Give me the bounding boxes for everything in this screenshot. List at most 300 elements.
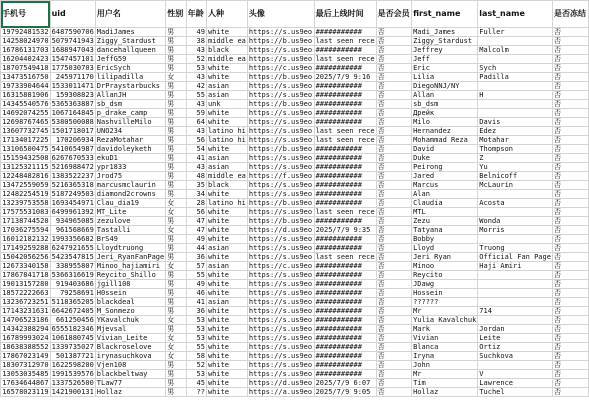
cell-phone[interactable]: 17634644867 [2, 379, 49, 387]
cell-uid[interactable]: 5410654987 [51, 145, 94, 153]
cell-is-member[interactable]: 否 [376, 118, 411, 127]
cell-last-online[interactable]: ########### [314, 262, 376, 271]
cell-age[interactable]: 64 [186, 118, 206, 127]
cell-is-frozen[interactable]: 否 [552, 379, 588, 388]
cell-phone[interactable]: 19792481532 [2, 28, 49, 36]
cell-uid[interactable]: 5423547815 [51, 253, 94, 261]
cell-first-name[interactable]: Lilia [412, 73, 478, 82]
cell-first-name[interactable]: Claudia [412, 199, 478, 208]
cell-last-online[interactable]: ########### [314, 172, 376, 181]
cell-username[interactable]: Tastalli [95, 226, 165, 235]
cell-avatar[interactable]: https://a.us9eo [248, 388, 313, 396]
cell-is-member[interactable]: 否 [376, 82, 411, 91]
cell-avatar[interactable]: https://s.us9eo [248, 46, 313, 54]
cell-avatar[interactable]: https://s.us9eo [248, 163, 313, 171]
cell-age[interactable]: 43 [186, 46, 206, 55]
cell-last-name[interactable]: Fuller [478, 28, 553, 37]
cell-race[interactable]: black [206, 46, 247, 55]
cell-last-name[interactable]: Motahar [478, 136, 553, 145]
cell-race[interactable]: white [206, 109, 247, 118]
column-header-username[interactable]: 用户名 [95, 1, 165, 28]
cell-age[interactable]: 53 [186, 370, 206, 379]
cell-last-name[interactable] [478, 289, 553, 298]
cell-race[interactable]: white [206, 307, 247, 316]
cell-race[interactable]: asian [206, 82, 247, 91]
cell-last-name[interactable] [478, 280, 553, 289]
cell-is-frozen[interactable]: 否 [552, 145, 588, 154]
cell-gender[interactable]: 男 [166, 109, 186, 118]
cell-first-name[interactable]: Jeffrey [412, 46, 478, 55]
cell-is-member[interactable]: 否 [376, 154, 411, 163]
cell-uid[interactable]: 5216365318 [51, 181, 94, 189]
cell-gender[interactable]: 男 [166, 46, 186, 55]
cell-gender[interactable]: 男 [166, 145, 186, 154]
cell-username[interactable]: Hollaz [95, 388, 165, 397]
cell-uid[interactable]: 934965085 [50, 217, 95, 226]
cell-age[interactable]: 49 [186, 28, 206, 37]
cell-uid[interactable]: 170206934 [50, 136, 95, 145]
cell-phone[interactable]: 14345540576 [2, 100, 49, 108]
cell-phone[interactable]: 12698767465 [2, 118, 49, 126]
cell-phone[interactable]: 16204402423 [2, 55, 49, 63]
cell-phone[interactable]: 18572222663 [2, 289, 49, 297]
cell-is-member[interactable]: 否 [376, 136, 411, 145]
cell-username[interactable]: RezaMotahar [95, 136, 165, 145]
cell-race[interactable]: asian [206, 154, 247, 163]
cell-first-name[interactable]: Allan [412, 91, 478, 100]
column-header-phone[interactable]: 手机号 [1, 1, 51, 28]
column-header-uid[interactable]: uid [50, 1, 95, 28]
cell-uid[interactable]: 5187249503 [51, 190, 94, 198]
cell-uid[interactable]: 1339735027 [51, 343, 94, 351]
cell-phone[interactable]: 17867841718 [2, 271, 49, 279]
cell-gender[interactable]: 男 [166, 91, 186, 100]
cell-is-frozen[interactable]: 否 [552, 46, 588, 55]
cell-race[interactable]: white [206, 145, 247, 154]
cell-last-online[interactable]: 2025/7/9 9:35 [314, 226, 376, 235]
cell-is-member[interactable]: 否 [376, 190, 411, 199]
cell-last-online[interactable]: ########### [314, 280, 376, 289]
cell-last-name[interactable] [478, 82, 553, 91]
cell-username[interactable]: dancehallqueen [95, 46, 165, 55]
cell-phone[interactable]: 14342388294 [2, 325, 49, 333]
cell-avatar[interactable]: https://s.us9eo [248, 280, 313, 288]
cell-phone[interactable]: 17036275594 [2, 226, 49, 234]
cell-phone[interactable]: 14258024970 [2, 37, 49, 45]
cell-age[interactable]: 38 [186, 37, 206, 46]
cell-avatar[interactable]: https://s.us9eo [248, 55, 313, 63]
cell-is-frozen[interactable]: 否 [552, 343, 588, 352]
cell-last-name[interactable] [478, 55, 553, 64]
cell-age[interactable]: 52 [186, 55, 206, 64]
cell-phone[interactable]: 13607732745 [2, 127, 49, 135]
cell-last-online[interactable]: last seen rece [315, 127, 375, 135]
cell-is-member[interactable]: 否 [376, 289, 411, 298]
cell-uid[interactable]: 6487590706 [51, 28, 94, 36]
cell-race[interactable]: white [206, 289, 247, 298]
cell-last-name[interactable]: H [478, 91, 553, 100]
cell-phone[interactable]: 13239753558 [2, 199, 49, 207]
cell-gender[interactable]: 男 [166, 388, 186, 397]
cell-first-name[interactable]: Дрейк [412, 109, 478, 118]
cell-last-online[interactable]: 2025/7/9 6:07 [314, 379, 376, 388]
cell-age[interactable]: 41 [186, 154, 206, 163]
cell-first-name[interactable]: Mr [412, 370, 478, 379]
cell-is-member[interactable]: 否 [376, 37, 411, 46]
cell-gender[interactable]: 男 [166, 127, 186, 136]
cell-last-online[interactable]: ########### [314, 118, 376, 127]
cell-username[interactable]: Vjen108 [95, 361, 165, 370]
cell-first-name[interactable]: Peirong [412, 163, 478, 172]
cell-gender[interactable]: 男 [166, 82, 186, 91]
cell-first-name[interactable]: Hossein [412, 289, 478, 298]
cell-first-name[interactable]: Milo [412, 118, 478, 127]
cell-phone[interactable]: 16012182132 [2, 235, 49, 243]
cell-first-name[interactable]: Jeff [412, 55, 478, 64]
cell-age[interactable]: 59 [186, 109, 206, 118]
cell-phone[interactable]: 13473516750 [2, 73, 49, 81]
cell-last-online[interactable]: ########### [314, 334, 376, 343]
cell-avatar[interactable]: https://s.us9eo [248, 307, 313, 315]
cell-is-member[interactable]: 否 [376, 361, 411, 370]
cell-is-frozen[interactable]: 否 [552, 181, 588, 190]
cell-age[interactable]: 45 [186, 379, 206, 388]
cell-gender[interactable]: 女 [166, 199, 186, 208]
cell-username[interactable]: Vivian_Leite [95, 334, 165, 343]
cell-race[interactable]: white [206, 280, 247, 289]
cell-is-frozen[interactable]: 否 [552, 127, 588, 136]
cell-gender[interactable]: 男 [166, 163, 186, 172]
cell-age[interactable]: 44 [186, 244, 206, 253]
cell-avatar[interactable]: https://b.us9eo [248, 145, 313, 153]
cell-is-member[interactable]: 否 [376, 55, 411, 64]
cell-last-name[interactable]: Ortiz [478, 343, 553, 352]
cell-is-frozen[interactable]: 否 [552, 361, 588, 370]
cell-race[interactable]: white [206, 271, 247, 280]
cell-is-frozen[interactable]: 否 [552, 298, 588, 307]
cell-last-online[interactable]: ########### [314, 271, 376, 280]
cell-race[interactable]: middle ea [207, 172, 246, 180]
cell-username[interactable]: zezulove [95, 217, 165, 226]
cell-avatar[interactable]: https://f.us9eo [248, 172, 313, 180]
cell-last-online[interactable]: ########### [314, 91, 376, 100]
cell-age[interactable]: 43 [186, 73, 206, 82]
cell-is-member[interactable]: 否 [376, 181, 411, 190]
cell-phone[interactable]: 13125321115 [2, 163, 49, 171]
cell-uid[interactable]: 6499961392 [51, 208, 94, 216]
cell-last-name[interactable] [478, 316, 553, 325]
cell-is-member[interactable]: 否 [376, 163, 411, 172]
cell-avatar[interactable]: https://s.us9eo [248, 136, 313, 144]
cell-is-frozen[interactable]: 否 [552, 28, 588, 37]
cell-age[interactable]: 58 [186, 352, 206, 361]
cell-is-frozen[interactable]: 否 [552, 73, 588, 82]
cell-avatar[interactable]: https://s.us9eo [248, 343, 313, 351]
cell-first-name[interactable]: MTL [412, 208, 478, 217]
cell-last-name[interactable]: Tuchel [478, 388, 553, 397]
cell-is-member[interactable]: 否 [376, 325, 411, 334]
cell-last-online[interactable]: ########### [314, 307, 376, 316]
cell-last-online[interactable]: last seen rece [315, 55, 375, 63]
cell-phone[interactable]: 18638388552 [2, 343, 49, 351]
cell-is-member[interactable]: 否 [376, 208, 411, 217]
cell-uid[interactable]: 6267670533 [51, 154, 94, 162]
cell-age[interactable]: 41 [186, 298, 206, 307]
column-header-is-member[interactable]: 是否会员 [376, 1, 411, 28]
cell-age[interactable]: 47 [186, 217, 206, 226]
cell-avatar[interactable]: https://s.us9eo [248, 271, 313, 279]
cell-is-frozen[interactable]: 否 [552, 244, 588, 253]
cell-phone[interactable]: 16786131703 [2, 46, 49, 54]
cell-last-name[interactable]: Padilla [478, 73, 553, 82]
cell-last-online[interactable]: ########### [314, 244, 376, 253]
cell-phone[interactable]: 13236723251 [2, 298, 49, 306]
cell-age[interactable]: 34 [186, 190, 206, 199]
cell-username[interactable]: TLaw77 [95, 379, 165, 388]
cell-age[interactable]: 53 [186, 334, 206, 343]
cell-race[interactable]: middle ea [207, 37, 246, 45]
column-header-avatar[interactable]: 头像 [247, 1, 314, 28]
cell-username[interactable]: NashvilleMilo [95, 118, 165, 127]
cell-phone[interactable]: 14706523186 [2, 316, 49, 324]
cell-last-online[interactable]: ########### [314, 343, 376, 352]
cell-avatar[interactable]: https://b.us9eo [248, 199, 313, 207]
cell-age[interactable]: 55 [186, 271, 206, 280]
cell-is-frozen[interactable]: 否 [552, 208, 588, 217]
cell-username[interactable]: Reycito_Shillo [95, 271, 165, 280]
cell-avatar[interactable]: https://s.us9eo [248, 235, 313, 243]
cell-uid[interactable]: 1993356682 [51, 235, 94, 243]
cell-last-online[interactable]: ########### [314, 154, 376, 163]
cell-last-name[interactable]: Morris [478, 226, 553, 235]
cell-avatar[interactable]: https://s.us9eo [248, 334, 313, 342]
cell-last-online[interactable]: ########### [314, 352, 376, 361]
cell-last-name[interactable]: Truong [478, 244, 553, 253]
cell-avatar[interactable]: https://s.us9eo [248, 316, 313, 324]
cell-username[interactable]: Jeri_RyanFanPage [96, 253, 165, 261]
cell-gender[interactable]: 男 [166, 136, 186, 145]
cell-is-frozen[interactable]: 否 [552, 154, 588, 163]
cell-race[interactable]: white [206, 352, 247, 361]
cell-is-member[interactable]: 否 [376, 64, 411, 73]
cell-last-online[interactable]: ########### [314, 298, 376, 307]
cell-last-online[interactable]: ########### [314, 145, 376, 154]
cell-age[interactable]: 49 [186, 235, 206, 244]
cell-is-frozen[interactable]: 否 [552, 109, 588, 118]
cell-is-frozen[interactable]: 否 [552, 235, 588, 244]
cell-gender[interactable]: 男 [166, 154, 186, 163]
cell-first-name[interactable]: JDawg [412, 280, 478, 289]
cell-phone[interactable]: 18707549418 [2, 64, 49, 72]
cell-gender[interactable]: 男 [166, 172, 186, 181]
cell-race[interactable]: white [206, 325, 247, 334]
cell-username[interactable]: blackdeal [95, 298, 165, 307]
cell-last-online[interactable]: ########### [314, 82, 376, 91]
cell-is-frozen[interactable]: 否 [552, 316, 588, 325]
cell-first-name[interactable]: Hollaz [412, 388, 478, 397]
cell-gender[interactable]: 女 [166, 316, 186, 325]
cell-is-member[interactable]: 否 [376, 127, 411, 136]
cell-is-frozen[interactable]: 否 [552, 118, 588, 127]
cell-first-name[interactable]: Zezu [412, 217, 478, 226]
cell-gender[interactable]: 女 [166, 262, 186, 271]
cell-is-frozen[interactable]: 否 [552, 55, 588, 64]
cell-is-frozen[interactable]: 否 [552, 136, 588, 145]
cell-gender[interactable]: 男 [166, 190, 186, 199]
cell-is-member[interactable]: 否 [376, 235, 411, 244]
cell-phone[interactable]: 17149259288 [2, 244, 49, 252]
cell-first-name[interactable]: John [412, 361, 478, 370]
cell-age[interactable]: 46 [186, 289, 206, 298]
cell-last-name[interactable]: Haji Amiri [478, 262, 553, 271]
cell-first-name[interactable]: Mohammad Reza [412, 136, 478, 145]
column-header-first-name[interactable]: first_name [412, 1, 478, 28]
cell-uid[interactable]: 5380500088 [51, 118, 94, 126]
cell-username[interactable]: Lloydtruong [95, 244, 165, 253]
cell-username[interactable]: YKavalchuk [95, 316, 165, 325]
cell-is-member[interactable]: 否 [376, 316, 411, 325]
cell-uid[interactable]: 1421900131 [51, 388, 94, 396]
cell-is-frozen[interactable]: 否 [552, 280, 588, 289]
cell-phone[interactable]: 17867023149 [2, 352, 49, 360]
cell-last-online[interactable]: ########### [314, 289, 376, 298]
cell-uid[interactable]: 6642672405 [51, 307, 94, 315]
cell-last-online[interactable]: ########### [314, 163, 376, 172]
cell-uid[interactable]: 5079741943 [51, 37, 94, 45]
cell-is-member[interactable]: 否 [376, 298, 411, 307]
cell-first-name[interactable]: Marcus [412, 181, 478, 190]
cell-avatar[interactable]: https://s.us9eo [248, 109, 313, 117]
cell-last-online[interactable]: ########### [314, 64, 376, 73]
cell-last-online[interactable]: last seen rece [315, 37, 375, 45]
cell-race[interactable]: white [206, 73, 247, 82]
cell-is-member[interactable]: 否 [376, 145, 411, 154]
cell-last-name[interactable]: Thompson [478, 145, 553, 154]
cell-is-frozen[interactable]: 否 [552, 199, 588, 208]
cell-avatar[interactable]: https://s.us9eo [248, 370, 313, 378]
cell-last-online[interactable]: ########### [314, 100, 376, 109]
cell-first-name[interactable]: Mark [412, 325, 478, 334]
cell-age[interactable]: 36 [186, 307, 206, 316]
cell-phone[interactable]: 12482254519 [2, 190, 49, 198]
cell-username[interactable]: marcusmclaurin [95, 181, 165, 190]
cell-uid[interactable]: 1383522237 [51, 172, 94, 180]
cell-username[interactable]: Mjevsal [95, 325, 165, 334]
cell-race[interactable]: asian [206, 91, 247, 100]
cell-last-online[interactable]: ########### [314, 325, 376, 334]
cell-username[interactable]: H0ssein [95, 289, 165, 298]
cell-gender[interactable]: 男 [166, 64, 186, 73]
cell-last-online[interactable]: ########### [314, 199, 376, 208]
cell-username[interactable]: davidoleyketh [95, 145, 165, 154]
cell-race[interactable]: white [206, 118, 247, 127]
cell-username[interactable]: Blackroselove [95, 343, 165, 352]
cell-is-member[interactable]: 否 [376, 91, 411, 100]
cell-last-online[interactable]: ########### [314, 217, 376, 226]
cell-race[interactable]: black [206, 181, 247, 190]
cell-avatar[interactable]: https://b.us9eo [248, 217, 313, 225]
cell-age[interactable]: 57 [186, 262, 206, 271]
cell-gender[interactable]: 男 [166, 37, 186, 46]
cell-uid[interactable]: 6555182346 [51, 325, 94, 333]
cell-phone[interactable]: 12673340158 [2, 262, 49, 270]
cell-phone[interactable]: 12248482816 [2, 172, 49, 180]
column-header-gender[interactable]: 性别 [166, 1, 186, 28]
cell-age[interactable]: 28 [186, 199, 206, 208]
cell-is-frozen[interactable]: 否 [552, 226, 588, 235]
cell-gender[interactable]: 女 [166, 334, 186, 343]
cell-is-member[interactable]: 否 [376, 379, 411, 388]
cell-avatar[interactable]: https://s.us9eo [248, 91, 313, 99]
column-header-age[interactable]: 年龄 [186, 1, 206, 28]
cell-age[interactable]: 54 [186, 145, 206, 154]
cell-is-member[interactable]: 否 [376, 172, 411, 181]
cell-is-member[interactable]: 否 [376, 28, 411, 37]
cell-is-member[interactable]: 否 [376, 370, 411, 379]
cell-last-online[interactable]: ########### [314, 316, 376, 325]
cell-uid[interactable]: 1533011471 [51, 82, 94, 90]
cell-is-frozen[interactable]: 否 [552, 262, 588, 271]
cell-is-member[interactable]: 否 [376, 46, 411, 55]
cell-last-name[interactable] [478, 271, 553, 280]
cell-is-member[interactable]: 否 [376, 226, 411, 235]
cell-age[interactable]: 35 [186, 181, 206, 190]
cell-last-name[interactable]: McLaurin [478, 181, 553, 190]
cell-age[interactable]: 36 [186, 253, 206, 262]
cell-last-name[interactable] [478, 298, 553, 307]
cell-last-online[interactable]: ########### [314, 109, 376, 118]
cell-phone[interactable]: 19733904644 [2, 82, 49, 90]
cell-gender[interactable]: 男 [166, 28, 186, 37]
cell-race[interactable]: white [206, 28, 247, 37]
cell-uid[interactable]: 1501718017 [51, 127, 94, 135]
cell-uid[interactable]: 6247921655 [51, 244, 94, 252]
cell-uid[interactable]: 919403686 [50, 280, 95, 289]
cell-gender[interactable]: 男 [166, 280, 186, 289]
column-header-last-online[interactable]: 最后上线时间 [314, 1, 376, 28]
cell-gender[interactable]: 男 [166, 217, 186, 226]
cell-race[interactable]: white [206, 361, 247, 370]
cell-age[interactable]: 56 [186, 136, 206, 145]
cell-gender[interactable]: 女 [166, 226, 186, 235]
cell-first-name[interactable]: Reycito [412, 271, 478, 280]
cell-last-name[interactable] [478, 100, 553, 109]
cell-phone[interactable]: 18307312970 [2, 361, 49, 369]
cell-first-name[interactable]: ?????? [412, 298, 478, 307]
cell-race[interactable]: latino hi [207, 136, 246, 144]
cell-is-member[interactable]: 否 [376, 73, 411, 82]
cell-race[interactable]: white [206, 253, 247, 262]
cell-first-name[interactable]: Alan [412, 190, 478, 199]
cell-phone[interactable]: 14692074255 [2, 109, 49, 117]
cell-uid[interactable]: 961568669 [50, 226, 95, 235]
cell-first-name[interactable]: Minoo [412, 262, 478, 271]
cell-last-online[interactable]: last seen rece [315, 136, 375, 144]
cell-last-name[interactable] [478, 208, 553, 217]
cell-is-member[interactable]: 否 [376, 253, 411, 262]
cell-last-online[interactable]: ########### [314, 181, 376, 190]
cell-gender[interactable]: 女 [166, 343, 186, 352]
cell-username[interactable]: Jrod75 [95, 172, 165, 181]
cell-is-frozen[interactable]: 否 [552, 307, 588, 316]
cell-race[interactable]: white [206, 343, 247, 352]
cell-last-name[interactable] [478, 37, 553, 46]
cell-is-member[interactable]: 否 [376, 388, 411, 397]
cell-first-name[interactable]: Ziggy_Stardust [412, 37, 478, 46]
cell-avatar[interactable]: https://b.us9eo [248, 100, 313, 108]
cell-avatar[interactable]: https://d.us9eo [248, 379, 313, 387]
cell-is-member[interactable]: 否 [376, 343, 411, 352]
